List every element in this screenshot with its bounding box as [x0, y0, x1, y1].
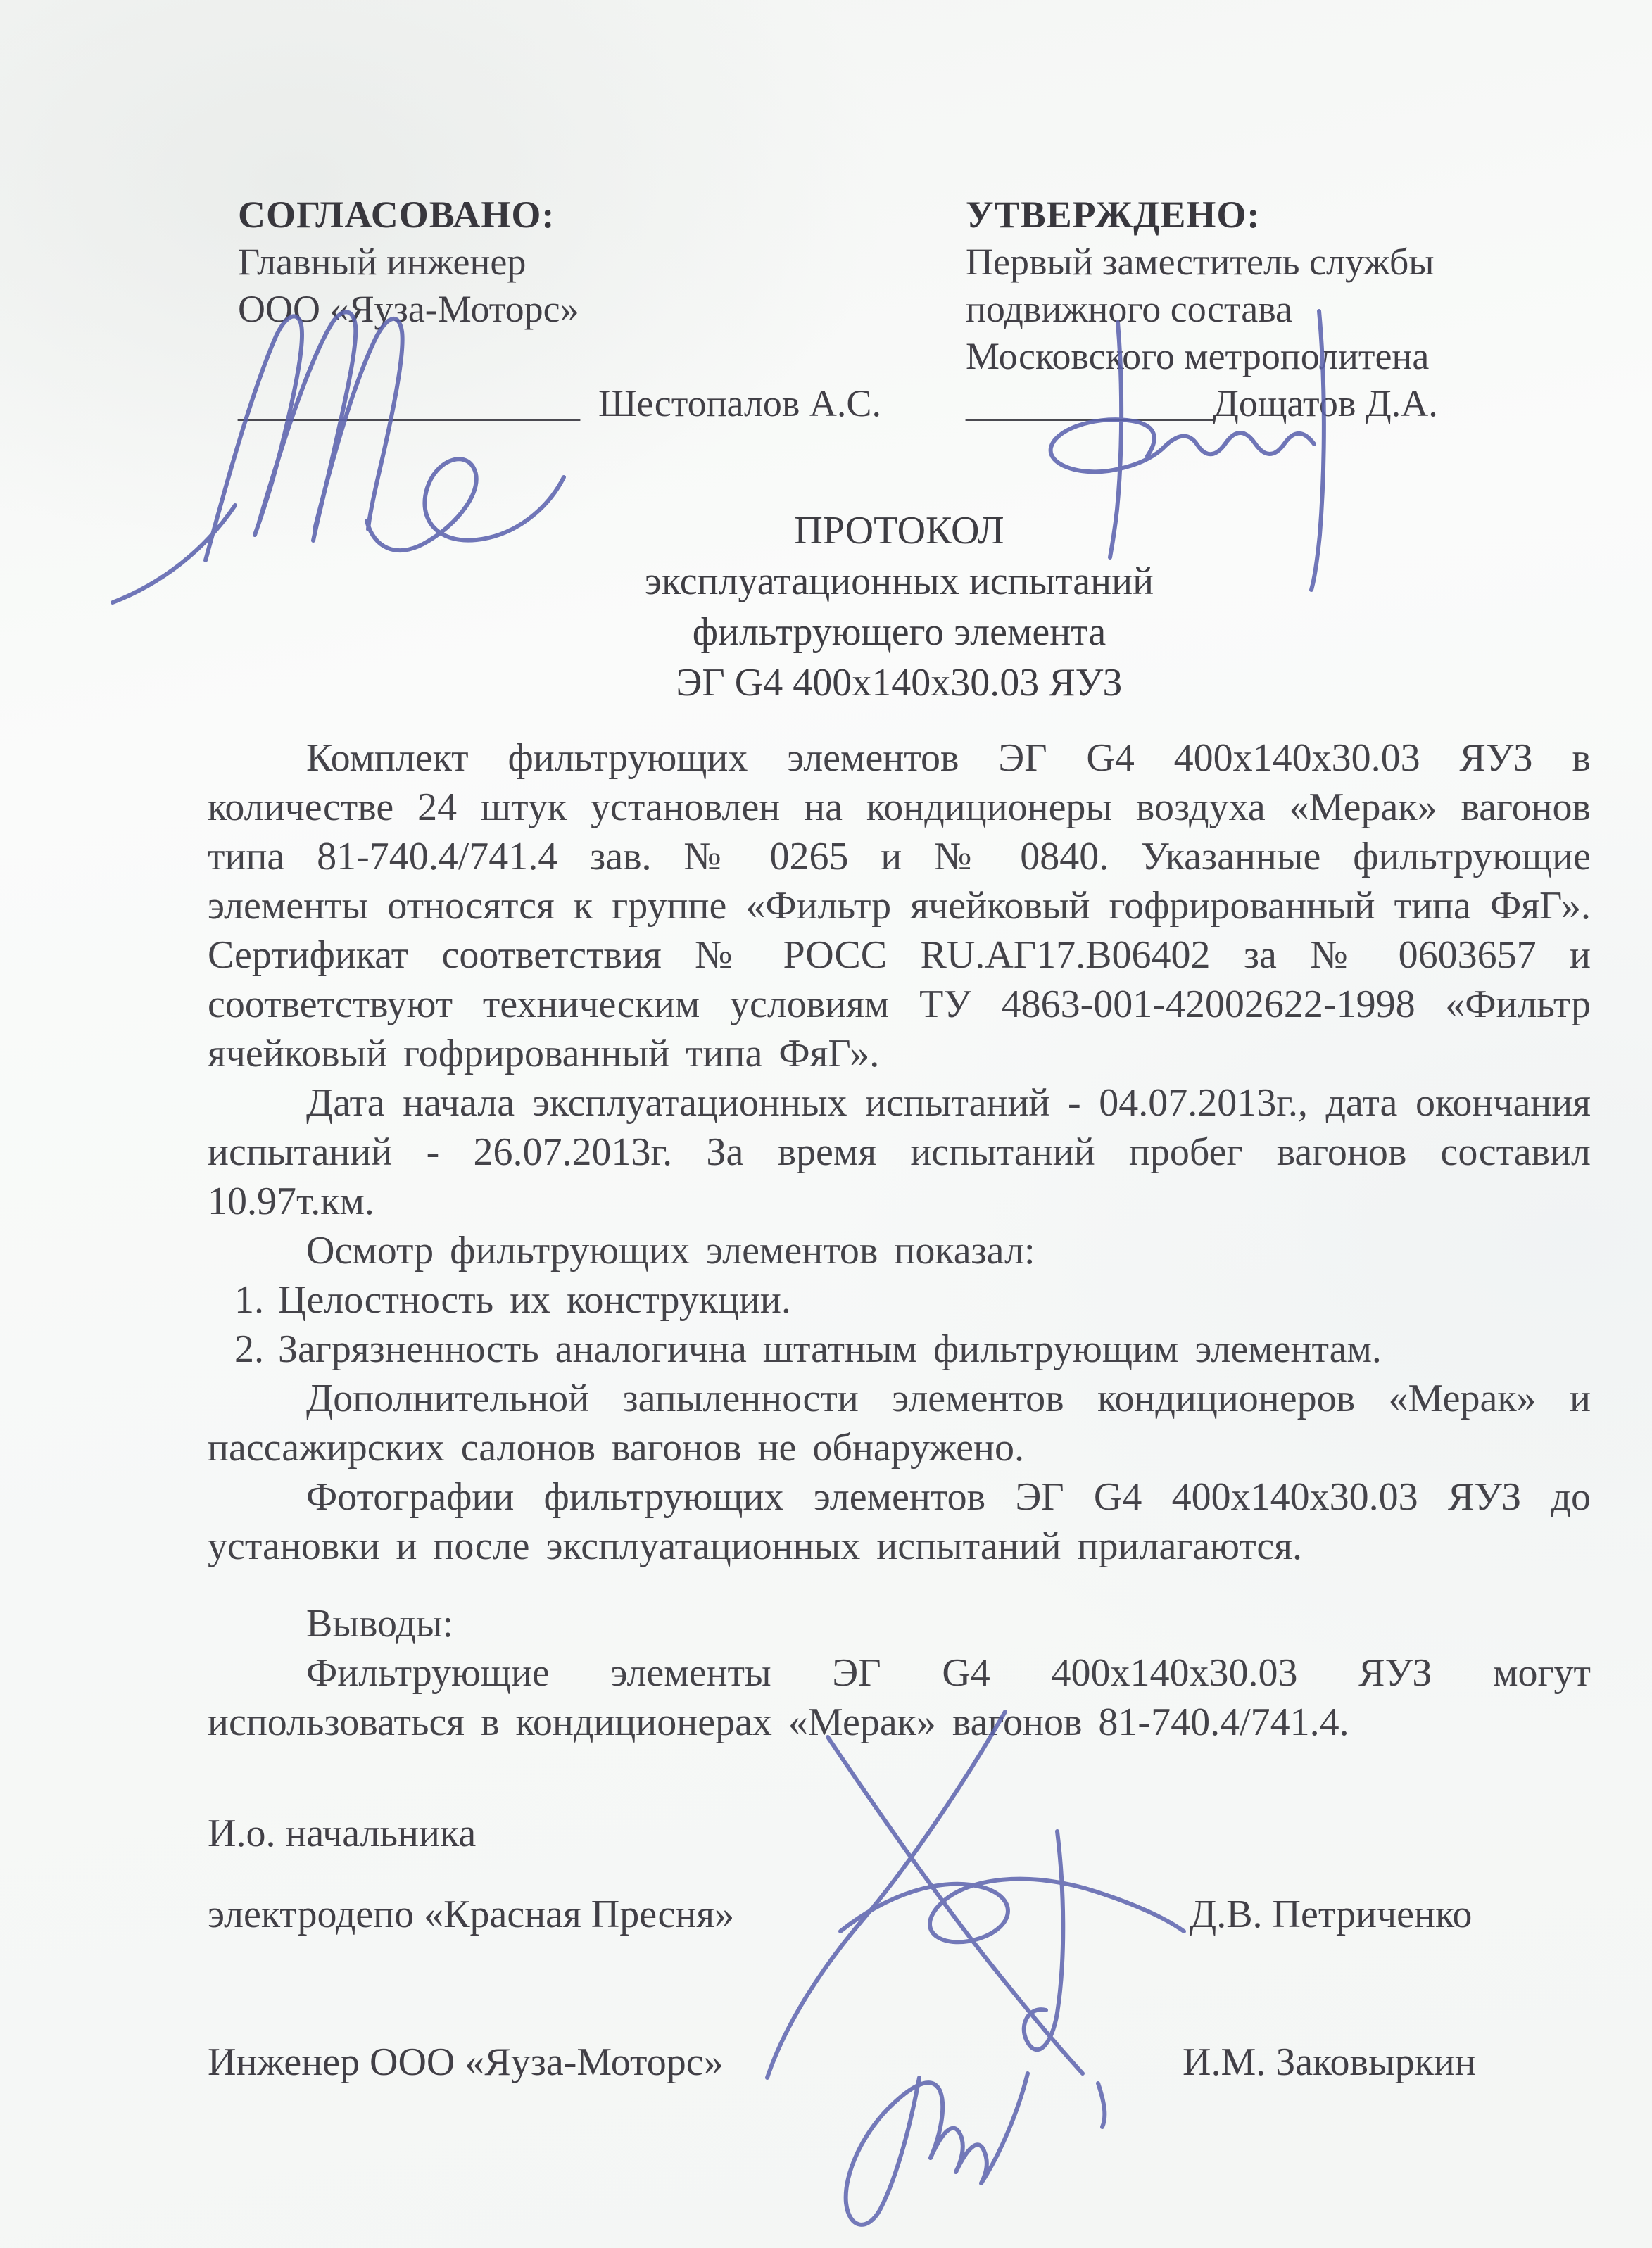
body-paragraph-2: Дата начала эксплуатационных испытаний - 04.07.2013г., дата окончания испытаний - 26.07.2013г. За время испытаний пробег вагонов составил 10.97т.км. — [208, 1081, 1591, 1223]
body-paragraph-3: Осмотр фильтрующих элементов показал: — [306, 1229, 1035, 1273]
agreed-block — [238, 191, 928, 427]
signer-row-petrichenko — [208, 1890, 1591, 1939]
signer-role-engineer: Инженер ООО «Яуза-Моторс» — [208, 2040, 724, 2084]
item-text: Загрязненность аналогична штатным фильтрующим элементам. — [278, 1327, 1382, 1371]
signer-row-zakovyrkin — [208, 2038, 1591, 2087]
item-number: 1. — [234, 1278, 264, 1322]
findings-list — [208, 1275, 1591, 1374]
list-item — [234, 1275, 1591, 1325]
approved-heading: УТВЕРЖДЕНО: — [966, 194, 1261, 236]
document-body — [208, 733, 1591, 1747]
list-item — [234, 1325, 1591, 1374]
approved-role-line-1: Первый заместитель службы — [966, 241, 1435, 283]
body-paragraph-1: Комплект фильтрующих элементов ЭГ G4 400x140x30.03 ЯУЗ в количестве 24 штук установлен на кондиционеры воздуха «Мерак» вагонов типа 81-740.4/741.4 зав. № 0265 и № 0840. Указанные фильтрующие элементы относятся к группе «Фильтр ячейковый гофрированный типа ФяГ». Сертификат соответствия № РОСС RU.АГ17.В06402 за № 0603657 и соответствуют техническим условиям ТУ 4863-001-42002622-1998 «Фильтр ячейковый гофрированный типа ФяГ». — [208, 736, 1591, 1075]
body-paragraph-5: Фотографии фильтрующих элементов ЭГ G4 400x140x30.03 ЯУЗ до установки и после эксплуатационных испытаний прилагаются. — [208, 1475, 1591, 1568]
approved-block — [966, 191, 1627, 427]
agreed-role-line-2: ООО «Яуза-Моторс» — [238, 288, 579, 330]
protocol-title-line-3: фильтрующего элемента — [692, 610, 1106, 654]
approved-signature-row — [966, 380, 1627, 427]
signer-name-zakovyrkin: И.М. Заковыркин — [1183, 2040, 1476, 2084]
signer-role-line-2: электродепо «Красная Пресня» — [208, 1893, 735, 1936]
agreed-signature-row — [238, 380, 928, 427]
signer-name-petrichenko: Д.В. Петриченко — [1190, 1893, 1473, 1936]
approved-signer-name: Дощатов Д.А. — [1213, 382, 1438, 424]
protocol-title-line-2: эксплуатационных испытаний — [644, 560, 1154, 603]
protocol-title-line-1: ПРОТОКОЛ — [794, 509, 1004, 552]
agreed-role-line-1: Главный инженер — [238, 241, 527, 283]
approved-role-line-3: Московского метрополитена — [966, 335, 1430, 377]
item-number: 2. — [234, 1327, 264, 1371]
signer-role-text: И.о. начальника — [208, 1812, 477, 1855]
signature-zakovyrkin-ink — [846, 2073, 1028, 2225]
agreed-signer-name: Шестопалов А.С. — [598, 382, 881, 424]
protocol-title-line-4: ЭГ G4 400x140x30.03 ЯУЗ — [676, 661, 1123, 705]
agreed-heading: СОГЛАСОВАНО: — [238, 194, 555, 236]
approved-role-line-2: подвижного состава — [966, 288, 1292, 330]
approved-signature-line: _____________ — [966, 382, 1213, 424]
signer-role-line-1 — [208, 1809, 1591, 1858]
item-text: Целостность их конструкции. — [278, 1278, 791, 1322]
agreed-signature-line: __________________ — [238, 382, 580, 424]
conclusions-paragraph: Фильтрующие элементы ЭГ G4 400x140x30.03 ЯУЗ могут использоваться в кондиционерах «Мерак» вагонов 81-740.4/741.4. — [208, 1651, 1591, 1744]
document-title — [208, 505, 1591, 708]
body-paragraph-4: Дополнительной запыленности элементов кондиционеров «Мерак» и пассажирских салонов вагонов не обнаружено. — [208, 1377, 1591, 1470]
conclusions-heading: Выводы: — [306, 1602, 454, 1646]
